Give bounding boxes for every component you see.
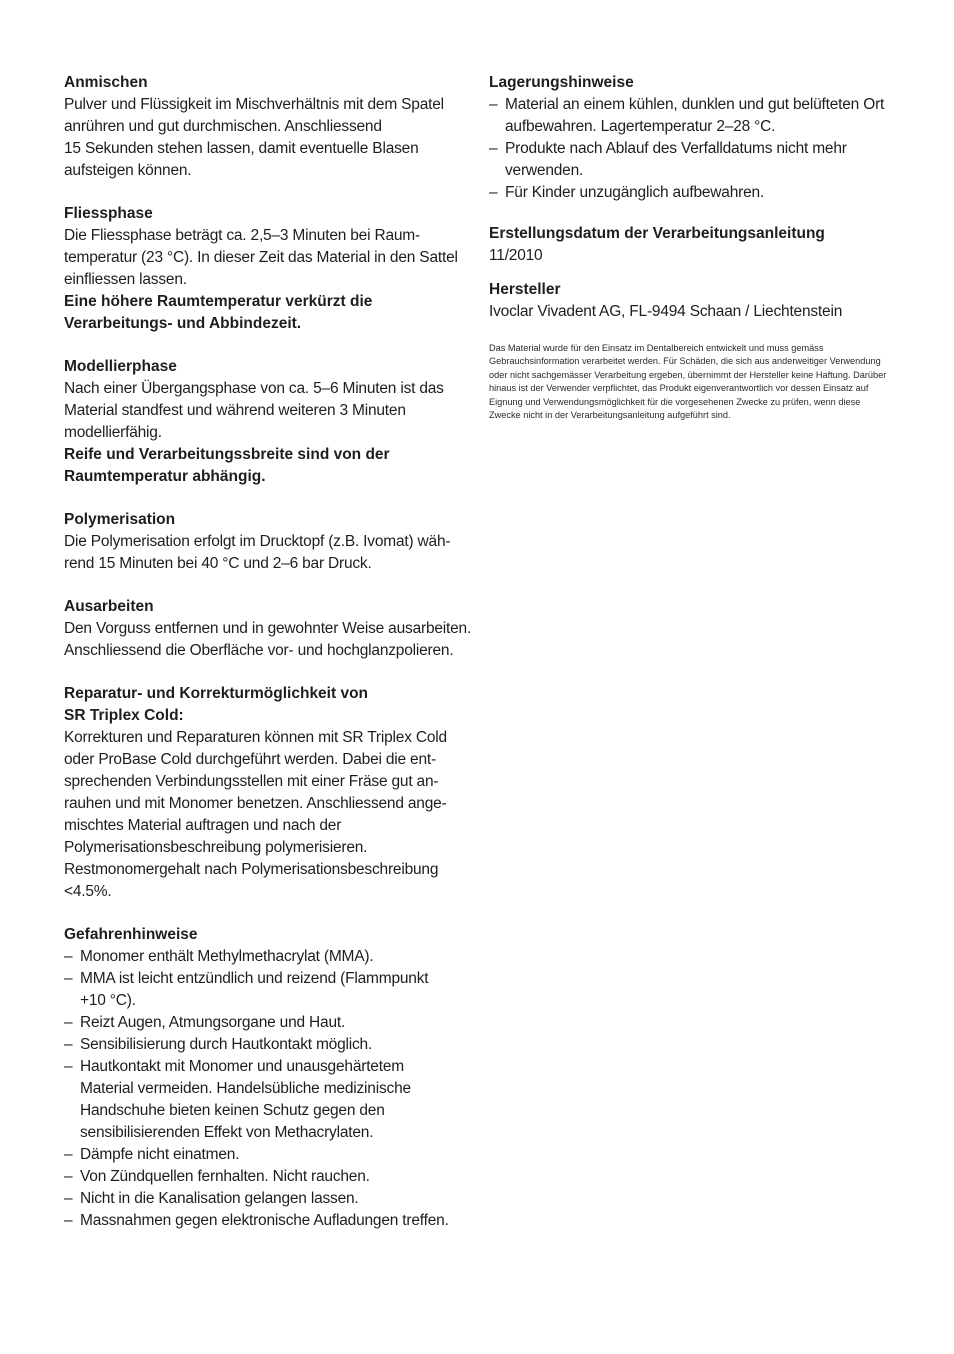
dash-bullet: – [64,1212,73,1229]
list-item [489,94,901,138]
list-item-text: Material an einem kühlen, dunklen und gut belüfteten Ort [505,96,885,113]
list-item-text: sensibilisierenden Effekt von Methacrylaten. [80,1124,374,1141]
dash-bullet: – [64,1036,73,1053]
dash-bullet: – [64,1146,73,1163]
list-item-text: Handschuhe bieten keinen Schutz gegen den [80,1102,385,1119]
list-item [64,946,468,968]
dash-bullet: – [64,1190,73,1207]
body-text: Korrekturen und Reparaturen können mit SR Triplex Cold [64,729,447,746]
body-text: aufsteigen können. [64,162,192,179]
list-item [64,1144,468,1166]
disclaimer-text: Zwecke nicht in der Verarbeitungsanleitung aufgeführt sind. [489,410,731,421]
section-polymerisation [64,509,468,575]
disclaimer [489,342,901,422]
body-text: modellierfähig. [64,424,162,441]
section-title: Modellierphase [64,358,177,375]
section-lagerungshinweise [489,72,901,204]
list-item-text: Von Zündquellen fernhalten. Nicht rauchen. [80,1168,370,1185]
list-item-text: Sensibilisierung durch Hautkontakt möglich. [80,1036,373,1053]
body-text: Nach einer Übergangsphase von ca. 5–6 Minuten ist das [64,380,444,397]
section-title: Anmischen [64,74,148,91]
creation-date: 11/2010 [489,247,543,264]
section-title: Lagerungshinweise [489,74,634,91]
section-title: Erstellungsdatum der Verarbeitungsanleitung [489,225,825,242]
list-item-text: Hautkontakt mit Monomer und unausgehärtetem [80,1058,404,1075]
dash-bullet: – [489,140,498,157]
section-title: Reparatur- und Korrekturmöglichkeit von [64,685,369,702]
dash-bullet: – [64,1168,73,1185]
right-column [489,72,901,422]
section-title: Polymerisation [64,511,176,528]
body-text: Den Vorguss entfernen und in gewohnter Weise ausarbeiten. [64,620,472,637]
section-gefahrenhinweise [64,924,468,1232]
emphasis-text: Verarbeitungs- und Abbindezeit. [64,315,302,332]
section-ausarbeiten [64,596,472,662]
section-title: SR Triplex Cold: [64,707,184,724]
section-fliessphase [64,203,468,335]
body-text: mischtes Material auftragen und nach der [64,817,342,834]
list-item [489,138,901,182]
list-item-text: Monomer enthält Methylmethacrylat (MMA). [80,948,374,965]
section-title: Gefahrenhinweise [64,926,198,943]
list-item-text: Dämpfe nicht einatmen. [80,1146,240,1163]
section-title: Ausarbeiten [64,598,154,615]
dash-bullet: – [489,96,498,113]
disclaimer-text: Eignung und Verwendungsmöglichkeit für die vorgesehenen Zwecke zu prüfen, wenn diese [489,396,861,407]
emphasis-text: Eine höhere Raumtemperatur verkürzt die [64,293,373,310]
storage-list [489,94,901,204]
body-text: 15 Sekunden stehen lassen, damit eventuelle Blasen [64,140,419,157]
list-item [489,182,901,204]
body-text: einfliessen lassen. [64,271,187,288]
emphasis-text: Raumtemperatur abhängig. [64,468,266,485]
manufacturer-address: Ivoclar Vivadent AG, FL-9494 Schaan / Liechtenstein [489,303,843,320]
body-text: Polymerisationsbeschreibung polymerisieren. [64,839,368,856]
list-item [64,968,468,1012]
disclaimer-text: oder nicht sachgemässer Verarbeitung ergeben, übernimmt der Hersteller keine Haftung. Darüber [489,369,887,380]
section-modellierphase [64,356,468,488]
dash-bullet: – [489,184,498,201]
section-title: Fliessphase [64,205,153,222]
list-item-text: Produkte nach Ablauf des Verfalldatums nicht mehr [505,140,847,157]
section-anmischen [64,72,468,182]
body-text: oder ProBase Cold durchgeführt werden. Dabei die ent- [64,751,436,768]
list-item [64,1034,468,1056]
list-item-text: MMA ist leicht entzündlich und reizend (Flammpunkt [80,970,429,987]
body-text: rauhen und mit Monomer benetzen. Anschliessend ange- [64,795,447,812]
list-item [64,1056,468,1144]
section-erstellungsdatum [489,223,901,267]
section-hersteller [489,279,901,323]
section-reparatur [64,683,468,903]
body-text: Die Fliessphase beträgt ca. 2,5–3 Minuten bei Raum- [64,227,420,244]
section-title: Hersteller [489,281,561,298]
body-text: Pulver und Flüssigkeit im Mischverhältnis mit dem Spatel [64,96,444,113]
disclaimer-text: Gebrauchsinformation verarbeitet werden. Für Schäden, die sich aus anderweitiger Verwendung [489,356,881,367]
body-text: rend 15 Minuten bei 40 °C und 2–6 bar Druck. [64,555,372,572]
list-item-text: Massnahmen gegen elektronische Aufladungen treffen. [80,1212,449,1229]
body-text: Restmonomergehalt nach Polymerisationsbeschreibung [64,861,439,878]
body-text: temperatur (23 °C). In dieser Zeit das Material in den Sattel [64,249,458,266]
list-item-text: Material vermeiden. Handelsübliche medizinische [80,1080,411,1097]
body-text: <4.5%. [64,883,112,900]
list-item-text: Nicht in die Kanalisation gelangen lassen. [80,1190,359,1207]
dash-bullet: – [64,1058,73,1075]
list-item-text: Reizt Augen, Atmungsorgane und Haut. [80,1014,346,1031]
body-text: anrühren und gut durchmischen. Anschliessend [64,118,382,135]
list-item-text: verwenden. [505,162,584,179]
body-text: sprechenden Verbindungsstellen mit einer Fräse gut an- [64,773,439,790]
list-item [64,1188,468,1210]
dash-bullet: – [64,948,73,965]
list-item [64,1210,468,1232]
dash-bullet: – [64,970,73,987]
hazard-list [64,946,468,1232]
left-column [64,72,472,1253]
list-item-text: aufbewahren. Lagertemperatur 2–28 °C. [505,118,776,135]
emphasis-text: Reife und Verarbeitungssbreite sind von der [64,446,390,463]
disclaimer-text: Das Material wurde für den Einsatz im Dentalbereich entwickelt und muss gemäss [489,343,824,353]
body-text: Die Polymerisation erfolgt im Drucktopf (z.B. Ivomat) wäh- [64,533,451,550]
body-text: Anschliessend die Oberfläche vor- und hochglanzpolieren. [64,642,454,659]
body-text: Material standfest und während weiteren 3 Minuten [64,402,406,419]
dash-bullet: – [64,1014,73,1031]
list-item [64,1166,468,1188]
disclaimer-text: hinaus ist der Verwender verpflichtet, das Produkt eigenverantwortlich vor dessen Einsatz auf [489,383,869,394]
list-item [64,1012,468,1034]
list-item-text: +10 °C). [80,992,136,1009]
list-item-text: Für Kinder unzugänglich aufbewahren. [505,184,765,201]
